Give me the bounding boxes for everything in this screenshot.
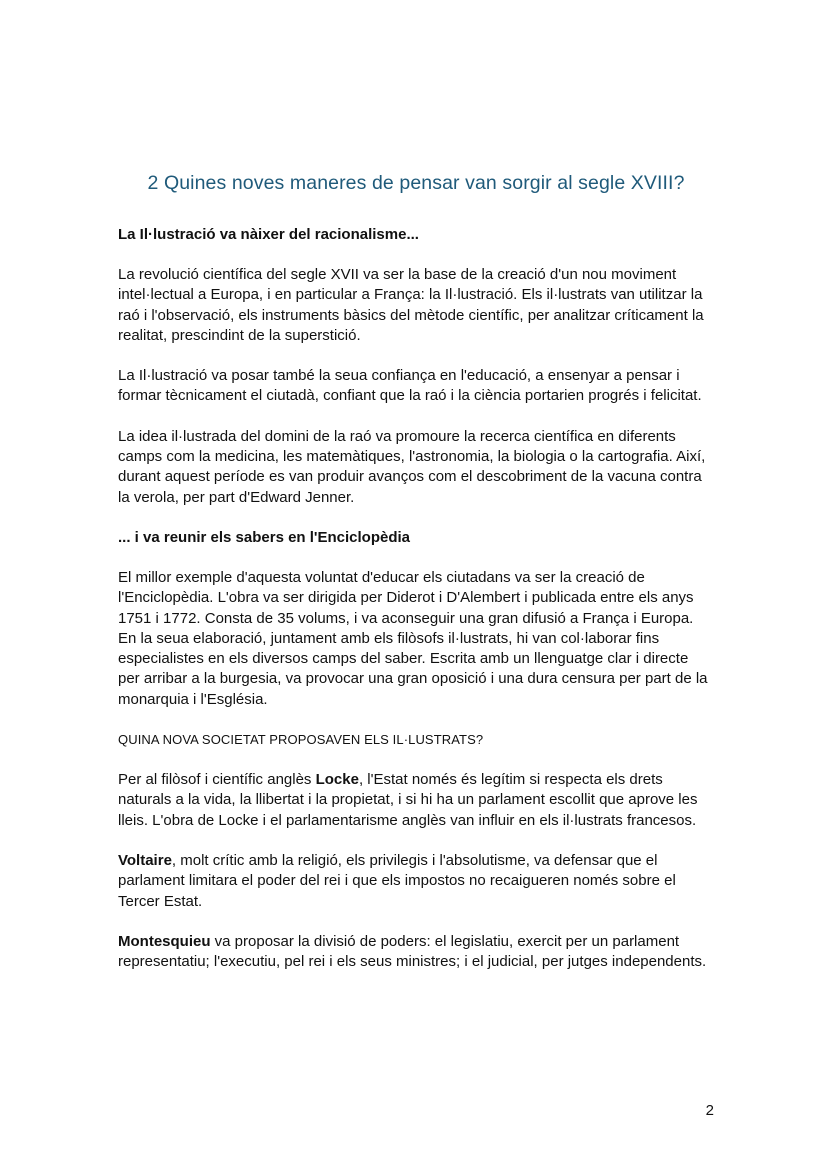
- section-heading-enciclopedia: ... i va reunir els sabers en l'Enciclopèdia: [118, 528, 411, 546]
- voltaire-text: , molt crític amb la religió, els privilegis i l'absolutisme, va defensar que el parlament limitara el poder del rei i que els impostos no recaigueren només sobre el Tercer Estat.: [118, 851, 676, 910]
- document-page: [118, 172, 714, 992]
- paragraph-locke: [118, 770, 714, 831]
- paragraph-educacio: La Il·lustració va posar també la seua confiança en l'educació, a ensenyar a pensar i formar tècnicament el ciutadà, confiant que la raó i la ciència portarien progrés i felicitat.: [118, 367, 702, 405]
- paragraph-recerca: La idea il·lustrada del domini de la raó va promoure la recerca científica en diferents camps com la medicina, les matemàtiques, l'astronomia, la biologia o la cartografia. Així, durant aquest període es van produir avanços com el descobriment de la vacuna contra la verola, per part d'Edward Jenner.: [118, 427, 706, 506]
- montesquieu-name: Montesquieu: [118, 932, 211, 950]
- page-title: 2 Quines noves maneres de pensar van sorgir al segle XVIII?: [147, 172, 685, 194]
- voltaire-name: Voltaire: [118, 851, 172, 869]
- section-heading-illustracio: La Il·lustració va nàixer del racionalisme...: [118, 226, 419, 243]
- paragraph-montesquieu: [118, 932, 714, 973]
- paragraph-voltaire: [118, 851, 714, 912]
- locke-intro: Per al filòsof i científic anglès: [118, 771, 316, 789]
- locke-name: Locke: [315, 771, 359, 789]
- locke-text: , l'Estat només és legítim si respecta els drets naturals a la vida, la llibertat i la propietat, i si hi ha un parlament escollit que aprove les lleis. L'obra de Locke i el parlamentarisme anglès van influir en els il·lustrats francesos.: [118, 771, 698, 829]
- paragraph-revolucio: La revolució científica del segle XVII va ser la base de la creació d'un nou moviment intel·lectual a Europa, i en particular a França: la Il·lustració. Els il·lustrats van utilitzar la raó i l'observació, els instruments bàsics del mètode científic, per analitzar críticament la realitat, prescindint de la superstició.: [118, 266, 704, 344]
- montesquieu-text: va proposar la divisió de poders: el legislatiu, exercit per un parlament representatiu; l'executiu, pel rei i els seus ministres; i el judicial, per jutges independents.: [118, 932, 707, 971]
- section-heading-societat: QUINA NOVA SOCIETAT PROPOSAVEN ELS IL·LUSTRATS?: [118, 732, 484, 748]
- page-number: 2: [705, 1102, 714, 1119]
- paragraph-enciclopedia: El millor exemple d'aquesta voluntat d'educar els ciutadans va ser la creació de l'Enciclopèdia. L'obra va ser dirigida per Diderot i D'Alembert i publicada entre els anys 1751 i 1772. Consta de 35 volums, i va aconseguir una gran difusió a França i Europa. En la seua elaboració, juntament amb els filòsofs il·lustrats, hi van col·laborar fins especialistes en els diversos camps del saber. Escrita amb un llenguatge clar i directe per arribar a la burgesia, va provocar una gran oposició i una dura censura per part de la monarquia i l'Església.: [118, 568, 708, 708]
